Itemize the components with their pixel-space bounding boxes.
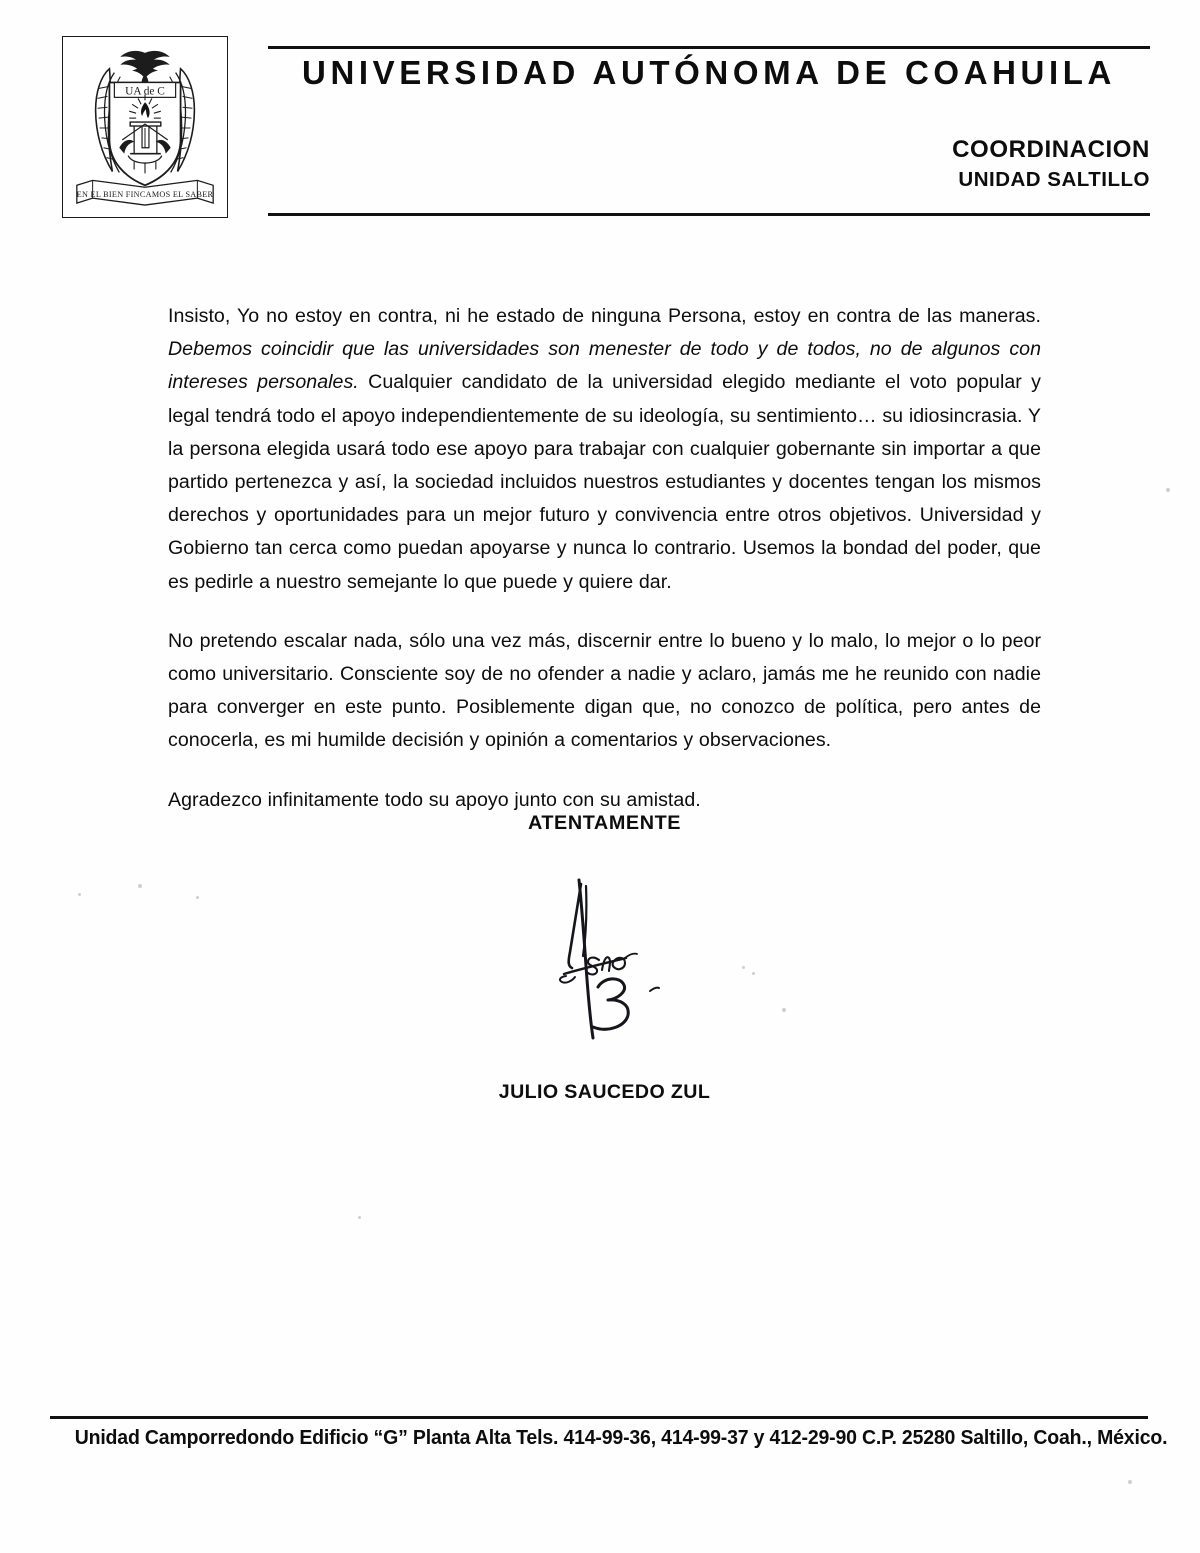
header-rule-top [268, 46, 1150, 49]
svg-text:EN EL BIEN FINCAMOS EL SABER: EN EL BIEN FINCAMOS EL SABER [76, 190, 214, 200]
letter-body [168, 300, 1041, 817]
header-rule-bottom [268, 213, 1150, 216]
paragraph-1-rest: Cualquier candidato de la universidad elegido mediante el voto popular y legal tendrá todo el apoyo independientemente de su ideología, su sentimiento… su idiosincrasia. Y la persona elegida usará todo ese apoyo para trabajar con cualquier gobernante sin importar a que partido pertenezca y así, la sociedad incluidos nuestros estudiantes y docentes tengan los mismos derechos y oportunidades para un mejor futuro y convivencia entre otros objetivos. Universidad y Gobierno tan cerca como puedan apoyarse y nunca lo contrario. Usemos la bondad del poder, que es pedirle a nuestro semejante lo que puede y quiere dar. [168, 371, 1042, 593]
page-title: UNIVERSIDAD AUTÓNOMA DE COAHUILA [302, 54, 1116, 91]
scan-speck [358, 1216, 361, 1219]
department-name: COORDINACION [952, 136, 1150, 163]
letterhead-header [0, 0, 1200, 230]
paragraph-1-lead: Insisto, Yo no estoy en contra, ni he estado de ninguna Persona, estoy en contra de las maneras. [168, 305, 1041, 327]
scan-speck [138, 884, 142, 888]
scan-speck [752, 972, 755, 975]
department-block [952, 134, 1150, 193]
university-crest-icon [62, 36, 228, 218]
body-paragraph-2: No pretendo escalar nada, sólo una vez más, discernir entre lo bueno y lo malo, lo mejor o lo peor como universitario. Consciente soy de no ofender a nadie y aclaro, jamás me he reunido con nadie para converger en este punto. Posiblemente digan que, no conozco de política, pero antes de conocerla, es mi humilde decisión y opinión a comentarios y observaciones. [168, 629, 1041, 752]
closing-salutation: ATENTAMENTE [527, 812, 682, 834]
scan-speck [196, 896, 199, 899]
scan-speck [1166, 488, 1170, 492]
closing-block [168, 812, 1041, 835]
scan-speck [1128, 1480, 1132, 1484]
footer-rule [50, 1416, 1148, 1419]
body-paragraph-3: Agradezco infinitamente todo su apoyo junto con su amistad. [168, 788, 701, 811]
handwritten-signature-icon [480, 866, 720, 1066]
signer-name: JULIO SAUCEDO ZUL [498, 1081, 711, 1103]
paragraph-1-emphasis: Debemos coincidir que las universidades son menester de todo y de todos, no de algunos con intereses personales. [168, 338, 1041, 394]
body-paragraph-1 [168, 300, 1041, 599]
svg-text:UA de C: UA de C [125, 85, 165, 98]
footer-address: Unidad Camporredondo Edificio “G” Planta Alta Tels. 414-99-36, 414-99-37 y 412-29-90 C.P. 25280 Saltillo, Coah., México. [74, 1427, 1168, 1449]
scan-speck [782, 1008, 786, 1012]
scan-speck [742, 966, 745, 969]
scan-speck [78, 893, 81, 896]
unit-name: UNIDAD SALTILLO [958, 167, 1150, 191]
